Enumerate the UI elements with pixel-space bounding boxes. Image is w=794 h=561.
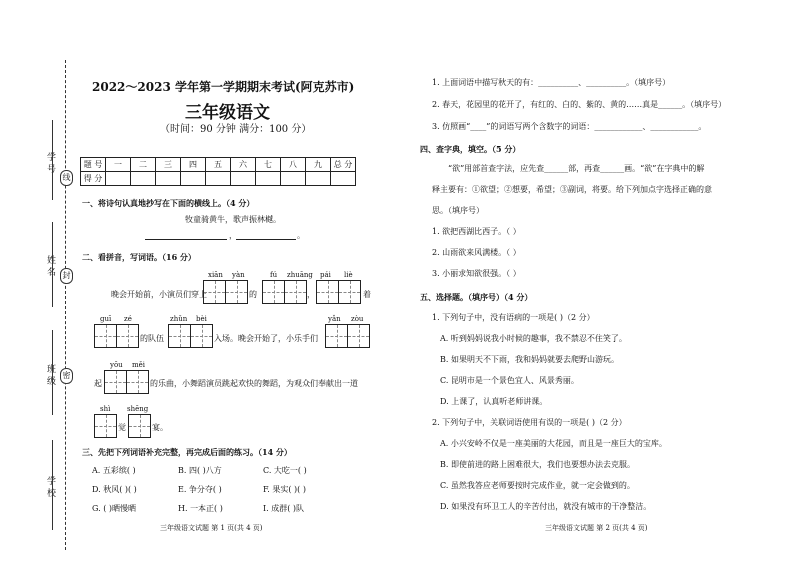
score-cell: 二: [131, 158, 156, 172]
q3-item: H. 一本正( ): [178, 504, 223, 513]
student-id-line: [52, 120, 53, 200]
q1-poem: 牧童骑黄牛，歌声振林樾。: [185, 215, 281, 224]
q5-option: C. 虽然我答应老师要按时完成作业，就一定会做到的。: [440, 481, 635, 490]
q5-question: 1. 下列句子中，没有语病的一项是( )（2 分）: [432, 313, 595, 322]
score-input-cell[interactable]: [331, 172, 356, 186]
q5-option: B. 如果明天不下雨，我和妈妈就要去爬野山游玩。: [440, 355, 619, 364]
score-input-cell[interactable]: [206, 172, 231, 186]
score-input-cell[interactable]: [156, 172, 181, 186]
q4-item: 1. 欲把西湖比西子。（ ）: [432, 227, 521, 236]
q2-text: ，: [307, 290, 315, 299]
q4-item: 2. 山雨欲来风满楼。（ ）: [432, 248, 521, 257]
q4-paragraph: 思。（填序号）: [432, 206, 484, 215]
score-cell: 题 号: [81, 158, 106, 172]
score-cell: 五: [206, 158, 231, 172]
writing-grid[interactable]: [128, 414, 151, 438]
score-cell: 七: [256, 158, 281, 172]
score-input-cell[interactable]: [131, 172, 156, 186]
pinyin: zòu: [351, 315, 364, 323]
q5-option: A. 听到妈妈说我小时候的趣事，我不禁忍不住笑了。: [440, 334, 627, 343]
writing-grid[interactable]: [262, 280, 307, 304]
q2-text: 入场。晚会开始了，小乐手们: [214, 334, 318, 343]
school-line: [52, 440, 53, 530]
q2-text: 的队伍: [140, 334, 164, 343]
score-cell: 八: [281, 158, 306, 172]
score-input-cell[interactable]: [256, 172, 281, 186]
q4-title: 四、查字典，填空。（5 分）: [420, 144, 521, 154]
q3-item: C. 大吃一( ): [263, 466, 307, 475]
q1-comma: ，: [229, 231, 237, 240]
pinyin: shì: [100, 405, 111, 413]
pinyin: pái: [320, 271, 331, 279]
class-line: [52, 330, 53, 415]
q4-paragraph: 释主要有：①欲望；②想要，希望；③副词，将要。给下列加点字选择正确的意: [432, 185, 712, 194]
right-q-2: 2. 春天，花园里的花开了，有红的、白的、紫的、黄的……真是______。（填序号）: [432, 100, 727, 109]
page-footer-left: 三年级语文试题 第 1 页(共 4 页): [160, 524, 263, 532]
q3-item: A. 五彩缤( ): [92, 466, 136, 475]
q2-text: 晚会开始前，小演员们穿上: [111, 290, 207, 299]
q5-option: A. 小兴安岭不仅是一座美丽的大花园，而且是一座巨大的宝库。: [440, 439, 667, 448]
score-input-cell[interactable]: [231, 172, 256, 186]
score-cell: 总 分: [331, 158, 356, 172]
writing-grid[interactable]: [94, 414, 117, 438]
writing-grid[interactable]: [325, 324, 370, 348]
name-label: 姓 名: [45, 255, 55, 276]
seal-mark-secret: 密: [60, 368, 73, 384]
score-cell: 一: [106, 158, 131, 172]
writing-grid[interactable]: [104, 370, 149, 394]
q3-item: B. 四( )八方: [178, 466, 222, 475]
seal-mark-line: 线: [60, 170, 73, 186]
score-table: [80, 157, 356, 186]
q2-text: 宴。: [152, 423, 168, 432]
pinyin: guī: [100, 315, 112, 323]
writing-grid[interactable]: [168, 324, 213, 348]
q1-answer-line-1[interactable]: [145, 239, 227, 240]
pinyin: shēng: [127, 405, 149, 413]
q3-title: 三、先把下列词语补充完整，再完成后面的练习。（14 分）: [82, 447, 292, 457]
pinyin: zhuāng: [287, 271, 313, 279]
pinyin: fú: [270, 271, 278, 279]
pinyin: zé: [124, 315, 132, 323]
score-input-cell[interactable]: [106, 172, 131, 186]
score-cell: 九: [306, 158, 331, 172]
score-value-row: [81, 172, 356, 186]
q4-paragraph: “欲”用部首查字法，应先查______部，再查______画。“欲”在字典中的解: [448, 164, 705, 173]
q5-option: B. 即使前进的路上困难很大，我们也要想办法去克服。: [440, 460, 635, 469]
q4-item: 3. 小丽求知欲很强。（ ）: [432, 269, 521, 278]
score-input-cell[interactable]: [181, 172, 206, 186]
score-input-cell[interactable]: [306, 172, 331, 186]
exam-title: 2022～2023 学年第一学期期末考试(阿克苏市): [92, 80, 355, 94]
score-input-cell[interactable]: [281, 172, 306, 186]
score-cell: 四: [181, 158, 206, 172]
writing-grid[interactable]: [203, 280, 248, 304]
q5-option: D. 上课了，认真听老师讲课。: [440, 397, 548, 406]
q1-answer-line-2[interactable]: [236, 239, 296, 240]
pinyin: yàn: [232, 271, 245, 279]
name-line: [52, 222, 53, 307]
q3-item: I. 成群( )队: [263, 504, 305, 513]
pinyin: zhǔn: [170, 315, 188, 323]
subject-title: 三年级语文: [185, 103, 270, 123]
pinyin: yǎn: [328, 315, 341, 323]
writing-grid[interactable]: [94, 324, 139, 348]
score-cell: 三: [156, 158, 181, 172]
exam-meta: （时间：90 分钟 满分：100 分）: [160, 124, 312, 135]
pinyin: xiān: [208, 271, 223, 279]
class-label: 班 级: [45, 364, 55, 385]
q3-item: E. 争分夺( ): [178, 485, 222, 494]
score-header-row: [81, 158, 356, 172]
q1-period: 。: [297, 231, 305, 240]
q5-option: C. 昆明市是一个景色宜人、风景秀丽。: [440, 376, 579, 385]
school-label: 学 校: [45, 476, 55, 497]
q2-text: 起: [94, 379, 102, 388]
q2-text: 的: [249, 290, 257, 299]
seal-mark-seal: 封: [60, 268, 73, 284]
pinyin: bèi: [196, 315, 207, 323]
student-id-label: 学 号: [45, 152, 55, 173]
q2-text: 着: [363, 290, 371, 299]
score-cell: 六: [231, 158, 256, 172]
q3-item: G. ( )晒慢晒: [92, 504, 136, 513]
writing-grid[interactable]: [316, 280, 361, 304]
binding-dashed-line: [65, 60, 66, 550]
q2-text: 的乐曲，小舞蹈演员跳起欢快的舞蹈，为观众们奉献出一道: [150, 379, 358, 388]
q3-item: F. 果实( )( ): [263, 485, 306, 494]
right-q-3: 3. 仿照画“____”的词语写两个含数字的词语：____________、____________。: [432, 122, 707, 131]
score-row-label: 得 分: [81, 172, 106, 186]
q5-question: 2. 下列句子中，关联词语使用有误的一项是( )（2 分）: [432, 418, 627, 427]
q5-option: D. 如果没有环卫工人的辛苦付出，就没有城市的干净整洁。: [440, 502, 652, 511]
pinyin: měi: [132, 361, 146, 369]
q2-title: 二、看拼音，写词语。（16 分）: [82, 252, 196, 262]
q2-text: 觉: [118, 423, 126, 432]
page-footer-right: 三年级语文试题 第 2 页(共 4 页): [545, 524, 648, 532]
pinyin: yōu: [110, 361, 123, 369]
q5-title: 五、选择题。（填序号）（4 分）: [420, 292, 533, 302]
right-q-1: 1. 上面词语中描写秋天的有：__________、__________。（填序号）: [432, 78, 671, 87]
pinyin: liè: [344, 271, 353, 279]
q3-item: D. 秋风( )( ): [92, 485, 137, 494]
q1-title: 一、将诗句认真地抄写在下面的横线上。（4 分）: [82, 198, 255, 208]
